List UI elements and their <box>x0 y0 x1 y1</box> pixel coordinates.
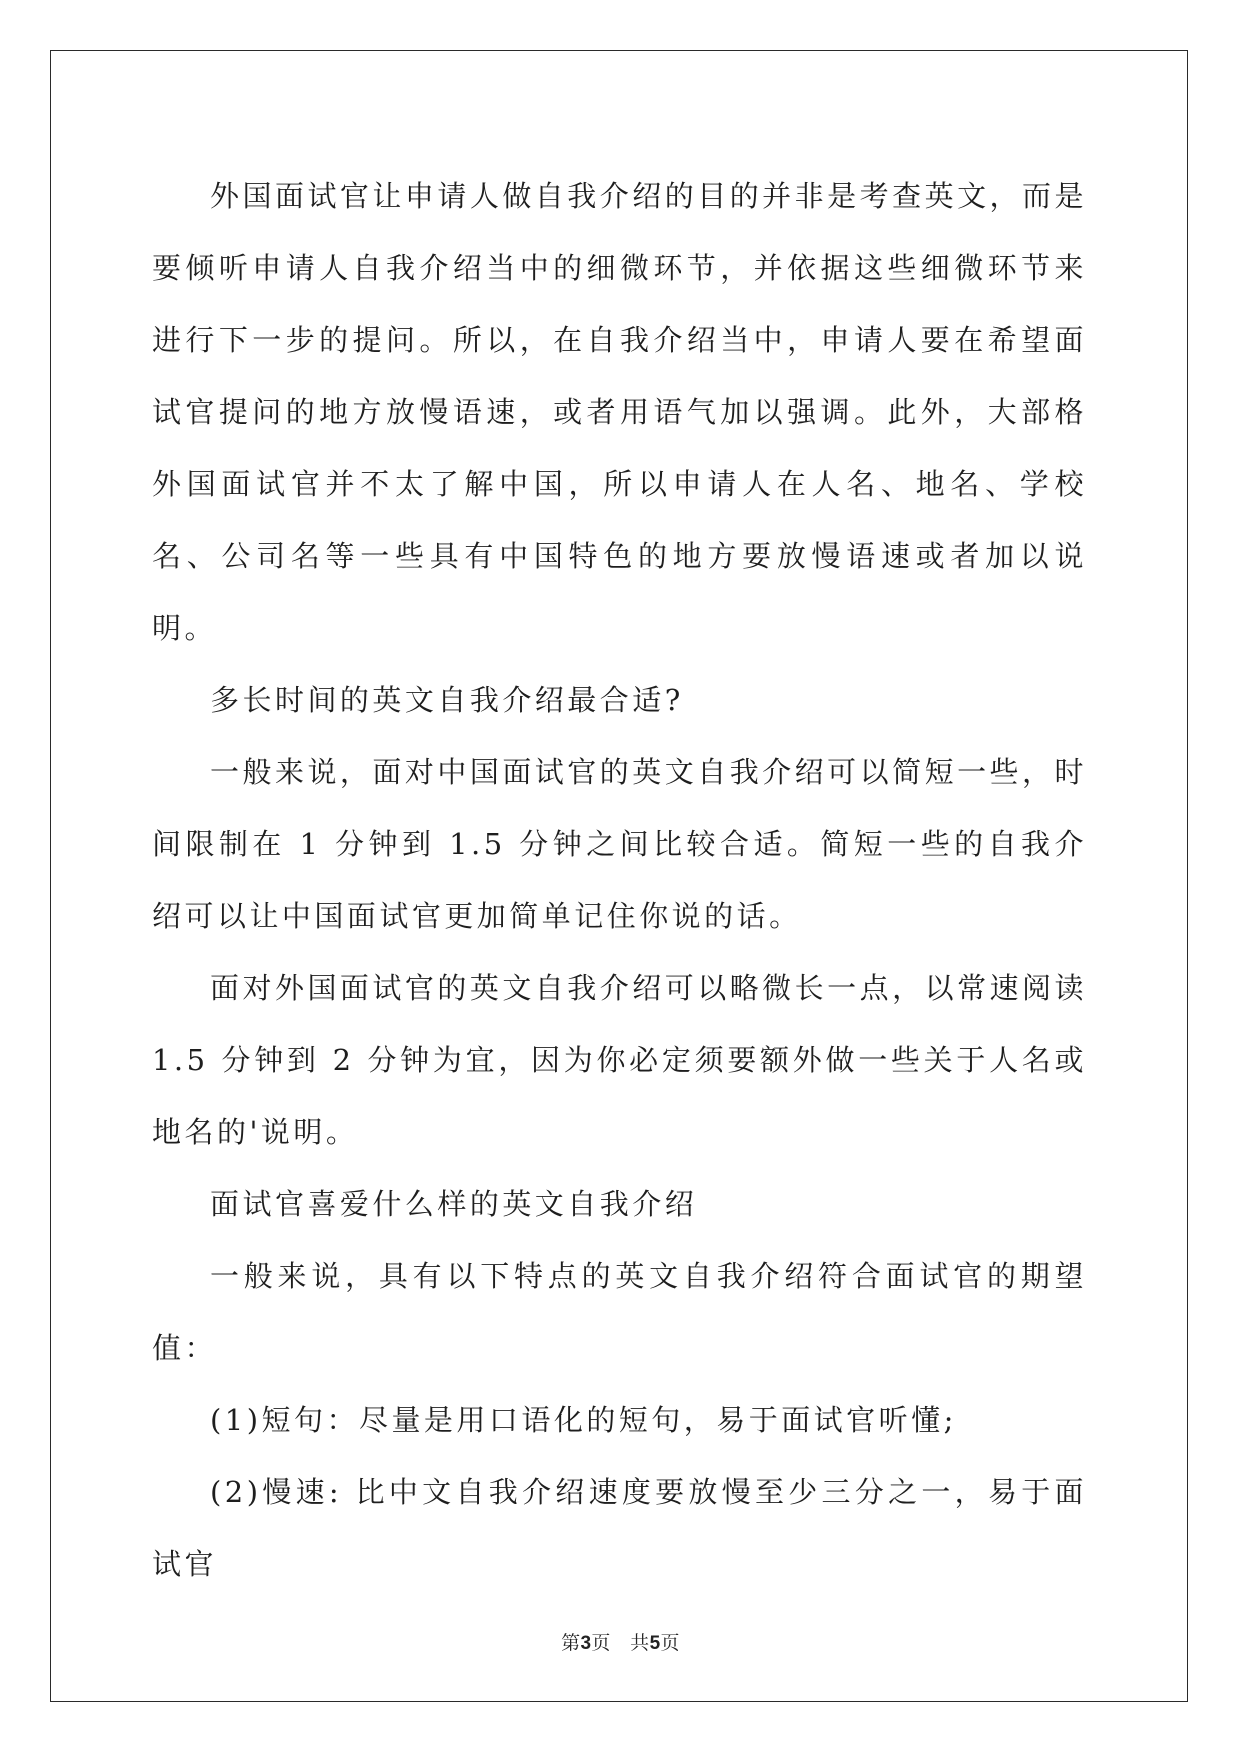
paragraph-2: 多长时间的英文自我介绍最合适? <box>210 683 684 717</box>
page-footer <box>0 1628 1241 1655</box>
current-page-number: 3 <box>580 1633 592 1654</box>
paragraph-7: (1)短句：尽量是用口语化的短句，易于面试官听懂; <box>210 1403 957 1437</box>
paragraph-5: 面试官喜爱什么样的英文自我介绍 <box>210 1187 698 1221</box>
footer-prefix: 第 <box>561 1632 581 1654</box>
document-body <box>152 160 1087 1600</box>
paragraph-4: 面对外国面试官的英文自我介绍可以略微长一点，以常速阅读 1.5 分钟到 2 分钟为宜，因为你必定须要额外做一些关于人名或地名的'说明。 <box>152 971 1087 1149</box>
total-pages-number: 5 <box>649 1633 661 1654</box>
paragraph-3: 一般来说，面对中国面试官的英文自我介绍可以简短一些，时间限制在 1 分钟到 1.5 分钟之间比较合适。简短一些的自我介绍可以让中国面试官更加简单记住你说的话。 <box>152 755 1087 933</box>
paragraph-6: 一般来说，具有以下特点的英文自我介绍符合面试官的期望值： <box>152 1259 1087 1365</box>
footer-suffix: 页 <box>660 1632 680 1654</box>
footer-middle: 页 共 <box>591 1632 650 1654</box>
paragraph-8: (2)慢速: 比中文自我介绍速度要放慢至少三分之一，易于面试官 <box>152 1475 1087 1581</box>
paragraph-1: 外国面试官让申请人做自我介绍的目的并非是考查英文，而是要倾听申请人自我介绍当中的细微环节，并依据这些细微环节来进行下一步的提问。所以，在自我介绍当中，申请人要在希望面试官提问的地方放慢语速，或者用语气加以强调。此外，大部格外国面试官并不太了解中国，所以申请人在人名、地名、学校名、公司名等一些具有中国特色的地方要放慢语速或者加以说明。 <box>152 179 1087 645</box>
